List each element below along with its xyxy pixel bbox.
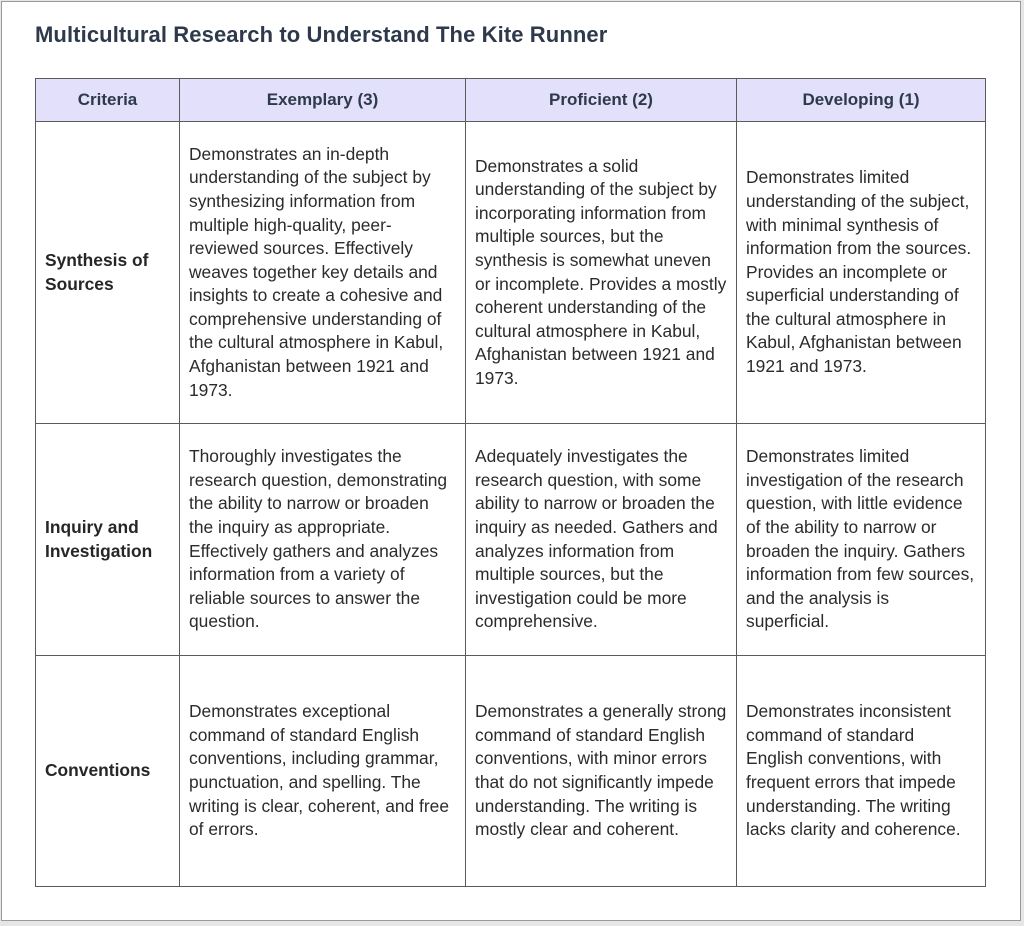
exemplary-cell: Thoroughly investigates the research question, demonstrating the ability to narrow or broaden the inquiry as appropriate. Effectively gathers and analyzes information from a variety of reliable sources to answer the question. (180, 424, 466, 656)
exemplary-cell: Demonstrates exceptional command of standard English conventions, including grammar, punctuation, and spelling. The writing is clear, coherent, and free of errors. (180, 656, 466, 887)
criteria-cell: Inquiry and Investigation (36, 424, 180, 656)
header-proficient: Proficient (2) (466, 79, 737, 122)
header-developing: Developing (1) (737, 79, 986, 122)
developing-cell: Demonstrates limited understanding of the subject, with minimal synthesis of information from the sources. Provides an incomplete or superficial understanding of the cultural atmosphere in Kabul, Afghanistan between 1921 and 1973. (737, 122, 986, 424)
developing-cell: Demonstrates limited investigation of the research question, with little evidence of the ability to narrow or broaden the inquiry. Gathers information from few sources, and the analysis is superficial. (737, 424, 986, 656)
criteria-cell: Conventions (36, 656, 180, 887)
rubric-table (35, 78, 986, 887)
table-row (36, 122, 986, 424)
table-row (36, 424, 986, 656)
header-row (36, 79, 986, 122)
table-row (36, 656, 986, 887)
proficient-cell: Demonstrates a solid understanding of the subject by incorporating information from multiple sources, but the synthesis is somewhat uneven or incomplete. Provides a mostly coherent understanding of the cultural atmosphere in Kabul, Afghanistan between 1921 and 1973. (466, 122, 737, 424)
page-title: Multicultural Research to Understand The Kite Runner (35, 22, 608, 47)
criteria-cell: Synthesis of Sources (36, 122, 180, 424)
header-criteria: Criteria (36, 79, 180, 122)
header-exemplary: Exemplary (3) (180, 79, 466, 122)
document-frame (1, 1, 1021, 921)
exemplary-cell: Demonstrates an in-depth understanding of the subject by synthesizing information from multiple high-quality, peer-reviewed sources. Effectively weaves together key details and insights to create a cohesive and comprehensive understanding of the cultural atmosphere in Kabul, Afghanistan between 1921 and 1973. (180, 122, 466, 424)
developing-cell: Demonstrates inconsistent command of standard English conventions, with frequent errors that impede understanding. The writing lacks clarity and coherence. (737, 656, 986, 887)
proficient-cell: Demonstrates a generally strong command of standard English conventions, with minor errors that do not significantly impede understanding. The writing is mostly clear and coherent. (466, 656, 737, 887)
proficient-cell: Adequately investigates the research question, with some ability to narrow or broaden the inquiry as needed. Gathers and analyzes information from multiple sources, but the investigation could be more comprehensive. (466, 424, 737, 656)
